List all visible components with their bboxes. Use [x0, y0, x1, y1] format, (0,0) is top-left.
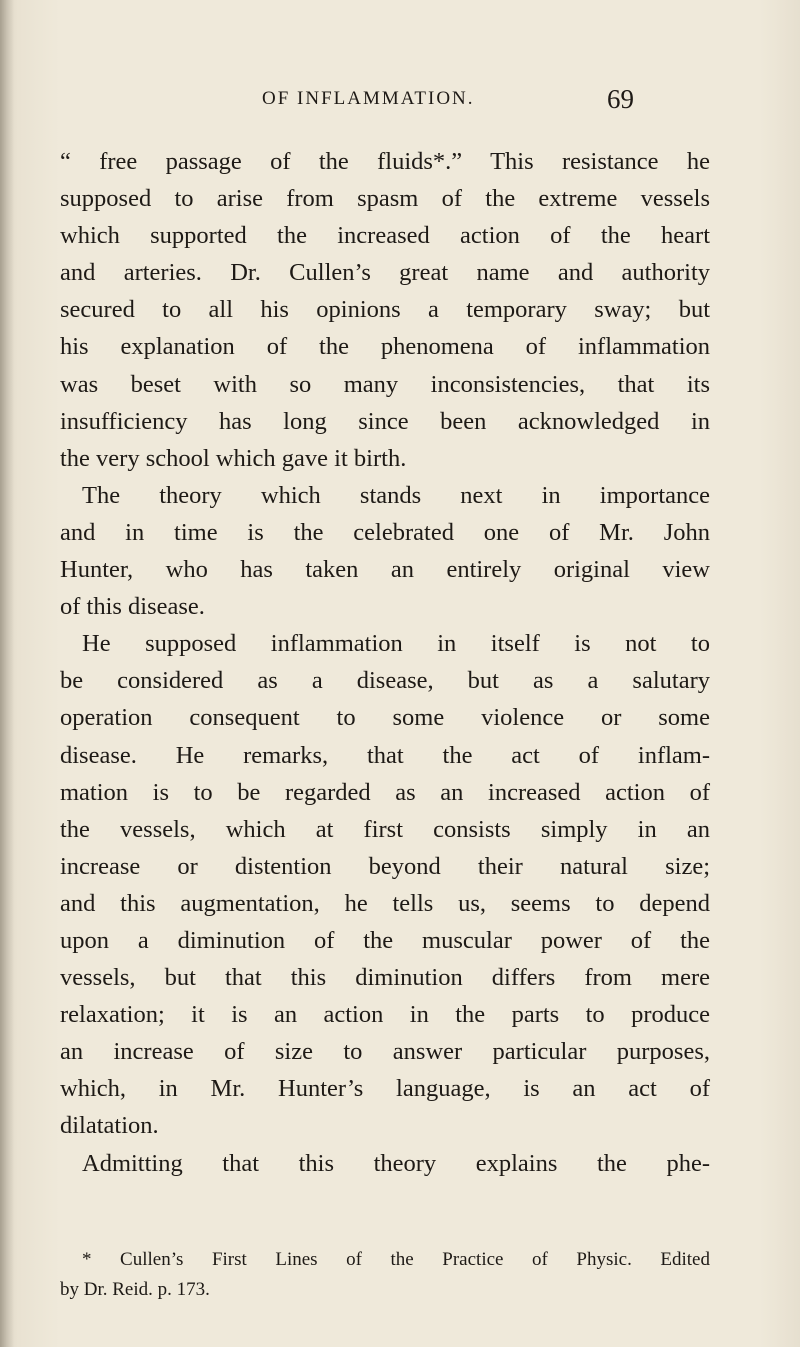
text-line: was beset with so many inconsistencies, that its: [60, 370, 710, 398]
text-line: be considered as a disease, but as a salutary: [60, 667, 710, 695]
body-text: [60, 143, 710, 1182]
paragraph-start-line: The theory which stands next in importance: [82, 481, 710, 509]
text-line: dilatation.: [60, 1112, 159, 1140]
text-line: upon a diminution of the muscular power of the: [60, 926, 710, 954]
page-header: [262, 84, 634, 120]
footnote: [60, 1245, 710, 1305]
text-line: supposed to arise from spasm of the extreme vessels: [60, 185, 710, 213]
text-line: which supported the increased action of the heart: [60, 222, 710, 250]
text-line: increase or distention beyond their natural size;: [60, 852, 710, 880]
text-line: the vessels, which at first consists simply in an: [60, 815, 710, 843]
running-title: OF INFLAMMATION.: [262, 88, 475, 109]
text-line: relaxation; it is an action in the parts to produce: [60, 1001, 710, 1029]
text-line: and this augmentation, he tells us, seems to depend: [60, 889, 710, 917]
text-line: and arteries. Dr. Cullen’s great name and authority: [60, 259, 710, 287]
text-line: which, in Mr. Hunter’s language, is an act of: [60, 1075, 710, 1103]
text-line: the very school which gave it birth.: [60, 444, 407, 472]
text-line: and in time is the celebrated one of Mr. John: [60, 518, 710, 546]
text-line: secured to all his opinions a temporary sway; but: [60, 296, 710, 324]
paragraph-start-line: Admitting that this theory explains the phe-: [82, 1149, 710, 1177]
paragraph-start-line: He supposed inflammation in itself is not to: [82, 630, 710, 658]
text-line: of this disease.: [60, 593, 205, 621]
text-line: disease. He remarks, that the act of inflam-: [60, 741, 710, 769]
text-line: operation consequent to some violence or some: [60, 704, 710, 732]
text-line: an increase of size to answer particular purposes,: [60, 1038, 710, 1066]
text-line: mation is to be regarded as an increased action of: [60, 778, 710, 806]
text-line: insufficiency has long since been acknowledged in: [60, 407, 710, 435]
text-line: “ free passage of the fluids*.” This resistance he: [60, 148, 710, 175]
footnote-line: by Dr. Reid. p. 173.: [60, 1279, 210, 1300]
text-line: his explanation of the phenomena of inflammation: [60, 333, 710, 361]
text-line: Hunter, who has taken an entirely original view: [60, 556, 710, 584]
text-line: vessels, but that this diminution differs from mere: [60, 964, 710, 992]
binding-shadow: [0, 0, 14, 1347]
page-number: 69: [607, 84, 634, 114]
footnote-line: * Cullen’s First Lines of the Practice of Physic. Edited: [82, 1249, 710, 1270]
